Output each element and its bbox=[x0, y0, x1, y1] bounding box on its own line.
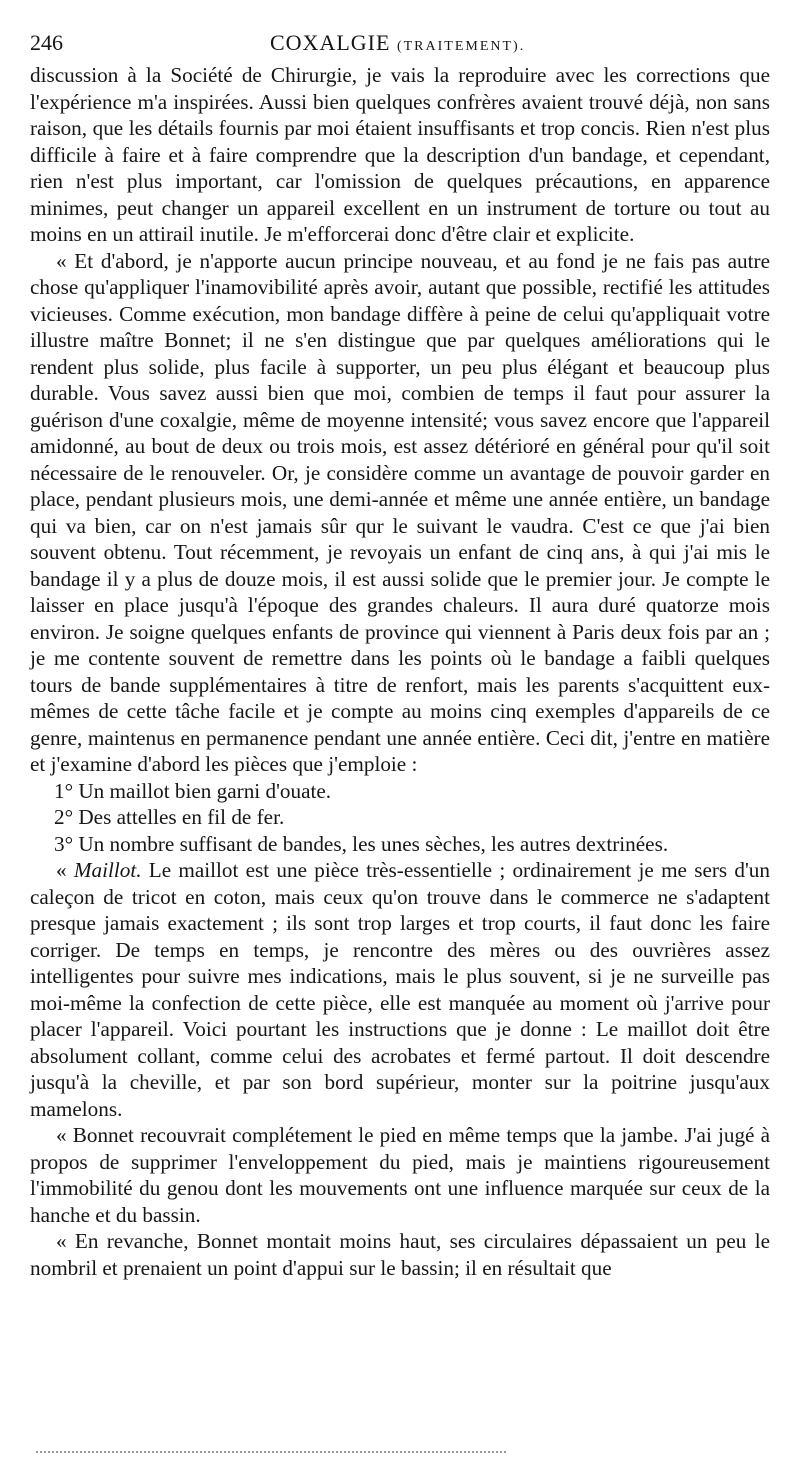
paragraph: « Et d'abord, je n'apporte aucun principe nouveau, et au fond je ne fais pas autre chose qu'appliquer l'inamovibilité après avoir, autant que possible, rectifié les attitudes vicieuses. Comme exécution, mon bandage diffère à peine de celui qu'appliquait votre illustre maître Bonnet; il ne s'en distingue que par quelques améliorations qui le rendent plus solide, plus facile à supporter, un peu plus élégant et beaucoup plus durable. Vous savez aussi bien que moi, combien de temps il faut pour assurer la guérison d'une coxalgie, même de moyenne intensité; vous savez encore que l'appareil amidonné, au bout de deux ou trois mois, est assez détérioré en général pour qu'il soit nécessaire de le renouveler. Or, je considère comme un avantage de pouvoir garder en place, pendant plusieurs mois, une demi-année et même une année entière, un bandage qui va bien, car on n'est jamais sûr qur le suivant le vaudra. C'est ce que j'ai bien souvent obtenu. Tout récemment, je revoyais un enfant de cinq ans, à qui j'ai mis le bandage il y a plus de douze mois, il est aussi solide que le premier jour. Je compte le laisser en place jusqu'à l'époque des grandes chaleurs. Il aura duré quatorze mois environ. Je soigne quelques enfants de province qui viennent à Paris deux fois par an ; je me contente souvent de remettre dans les points où le bandage a faibli quelques tours de bande supplémentaires à titre de renfort, mais les parents s'acquittent eux-mêmes de cette tâche facile et je compte au moins cinq exemples d'appareils de ce genre, maintenus en permanence pendant une année entière. Ceci dit, j'entre en matière et j'examine d'abord les pièces que j'emploie : bbox=[30, 248, 770, 776]
paragraph: « Bonnet recouvrait complétement le pied en même temps que la jambe. J'ai jugé à propos de supprimer l'enveloppement du pied, mais je maintiens rigoureusement l'immobilité du genou dont les mouvements ont une influence marquée sur ceux de la hanche et du bassin. bbox=[30, 1123, 770, 1227]
paragraph-maillot bbox=[30, 857, 770, 1122]
section-term: Maillot. bbox=[73, 858, 142, 882]
page-number: 246 bbox=[30, 30, 63, 55]
running-title bbox=[270, 28, 525, 62]
list-item: 3° Un nombre suffisant de bandes, les unes sèches, les autres dextrinées. bbox=[54, 831, 669, 856]
paragraph-continuation: discussion à la Société de Chirurgie, je vais la reproduire avec les corrections que l'expérience m'a inspirées. Aussi bien quelques confrères avaient trouvé déjà, non sans raison, que les détails fournis par moi étaient insuffisants et trop concis. Rien n'est plus difficile à faire et à faire comprendre que la description d'un bandage, et cependant, rien n'est plus important, car l'omission de quelques précautions, en apparence minimes, peut changer un appareil excellent en un instrument de torture ou tout au moins en un attirail inutile. Je m'efforcerai donc d'être clair et explicite. bbox=[30, 63, 770, 246]
running-header bbox=[30, 28, 770, 58]
list-item: 1° Un maillot bien garni d'ouate. bbox=[54, 778, 332, 803]
paragraph-maillot-text: Le maillot est une pièce très-essentielle ; ordinairement je me sers d'un caleçon de tricot en coton, mais ceux qu'on trouve dans le commerce ne s'adaptent presque jamais exactement ; ils sont trop larges et trop courts, il faut donc les faire corriger. De temps en temps, je rencontre des mères ou des ouvrières assez intelligentes pour suivre mes indications, mais le plus souvent, si je ne surveille pas moi-même la confection de cette pièce, elle est manquée au moment où j'arrive pour placer l'appareil. Voici pourtant les instructions que je donne : Le maillot doit être absolument collant, comme celui des acrobates et fermé partout. Il doit descendre jusqu'à la cheville, et par son bord supérieur, monter sur la poitrine jusqu'aux mamelons. bbox=[30, 858, 770, 1121]
paragraph-last: « En revanche, Bonnet montait moins haut, ses circulaires dépassaient un peu le nombril et prenaient un point d'appui sur le bassin; il en résultait que bbox=[30, 1229, 770, 1280]
body-text bbox=[30, 62, 770, 1281]
running-title-main: COXALGIE bbox=[270, 30, 391, 55]
quote-mark: « bbox=[56, 858, 74, 882]
footer-dotted-rule bbox=[36, 1451, 506, 1453]
list-item: 2° Des attelles en fil de fer. bbox=[54, 805, 285, 829]
running-title-subtitle: (TRAITEMENT). bbox=[396, 39, 526, 54]
